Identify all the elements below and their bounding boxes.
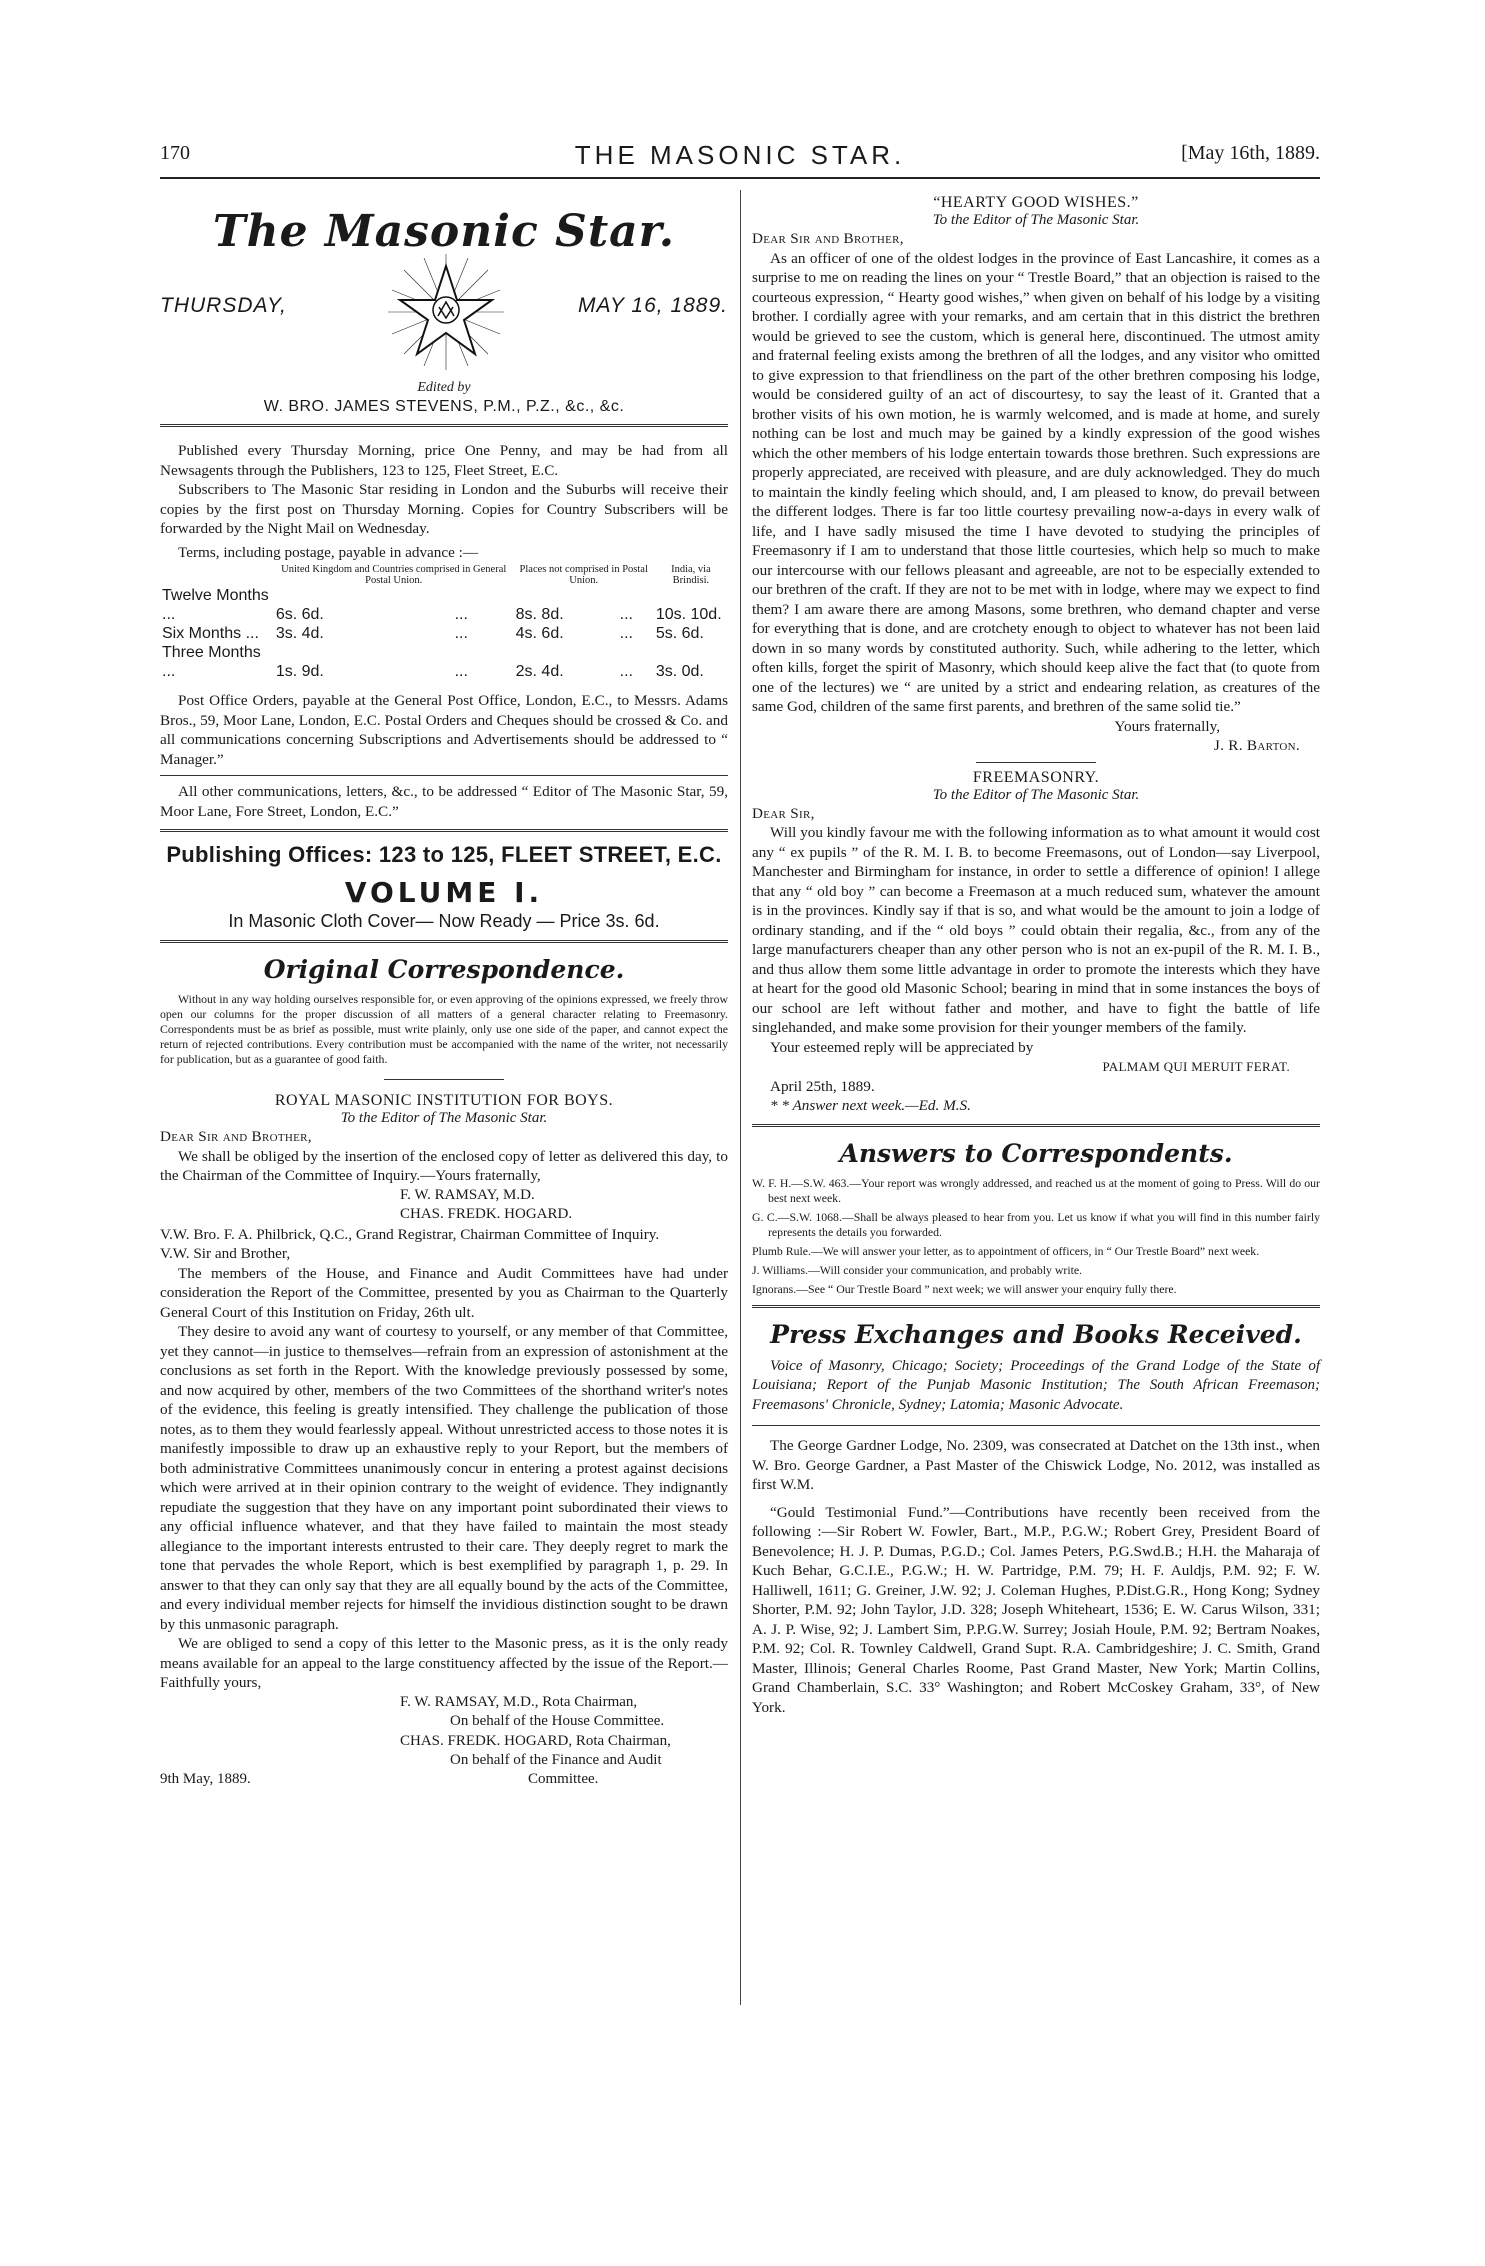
correspondence-disclaimer: Without in any way holding ourselves responsible for, or even approving of the opinions expressed, we freely throw open our columns for the proper discussion of all matters of a general character relating to Freemasonry. Correspondents must be as brief as possible, must write plainly, only use one side of the paper, and cannot expect the return of rejected contributions. Every contribution must be accompanied with the name of the writer, not necessarily for publication, but as a guarantee of good faith. — [160, 992, 728, 1066]
freemasonry-signature: PALMAM QUI MERUIT FERAT. — [1102, 1059, 1290, 1074]
edited-by: Edited by — [417, 380, 471, 395]
royal-closing-date: 9th May, 1889. — [160, 1770, 251, 1787]
terms-cell: Twelve Months ... — [162, 587, 269, 623]
royal-paragraph: The members of the House, and Finance and Audit Committees have had under consideration the Report of the Committee, presented by you as Chairman to the Quarterly General Court of this Institution on Friday, 26th ult. — [160, 1264, 728, 1321]
freemasonry-heading: FREEMASONRY. — [972, 768, 1100, 786]
terms-cell: 8s. 8d. — [515, 606, 564, 623]
short-rule — [384, 1079, 504, 1080]
terms-row — [160, 586, 728, 624]
masthead — [160, 190, 728, 380]
royal-closing: Committee. — [528, 1770, 599, 1787]
section-rule — [752, 1305, 1320, 1308]
answer-item: G. C.—S.W. 1068.—Shall be always pleased to hear from you. Let us know if what you will find in this number fairly represents the details you forwarded. — [752, 1209, 1320, 1239]
terms-cell: ... — [454, 606, 468, 623]
terms-cell: ... — [619, 663, 633, 680]
masthead-date: MAY 16, 1889. — [578, 294, 728, 317]
short-rule — [976, 762, 1096, 763]
masthead-rule — [160, 424, 728, 427]
masthead-day: THURSDAY, — [160, 294, 287, 317]
terms-cell: 4s. 6d. — [515, 625, 564, 642]
masthead-title: The Masonic Star. — [212, 206, 676, 257]
editor-name: W. BRO. JAMES STEVENS, P.M., P.Z., &c., &c. — [263, 398, 625, 415]
royal-salutation: Dear Sir and Brother, — [160, 1128, 312, 1145]
issue-date: [May 16th, 1889. — [1181, 142, 1320, 164]
press-heading: Press Exchanges and Books Received. — [770, 1319, 1302, 1349]
answer-item: Ignorans.—See “ Our Trestle Board ” next week; we will answer your enquiry fully there. — [752, 1281, 1177, 1296]
answer-item: J. Williams.—Will consider your communication, and probably write. — [752, 1262, 1083, 1277]
terms-intro: Terms, including postage, payable in advance :— — [178, 543, 479, 561]
freemasonry-body: Will you kindly favour me with the following information as to what amount it would cost any “ ex pupils ” of the R. M. I. B. to become Freemasons, out of London—say Liverpool, Manchester and Birmingham for instance, in order to settle a difference of opinion! I allege that any “ old boy ” can become a Freemason at a much reduced sum, whatever the amount is in the provinces. Kindly say if that is so, and what would be the amount to join a lodge of ordinary standing, and if the “ old boys ” could obtain their regalia, &c., from any of the large manufacturers cheaper than any other person who is not an ex-pupil of the R. M. I. B., and thus allow them some little advantage in order to promote the interests which they have at heart for the good old Masonic School; bearing in mind that in some instances the boys of our school are left without father and mother, and have to fight the battle of life singlehanded, and make some provision for their younger members of the family. — [752, 824, 1320, 1036]
freemasonry-salutation: Dear Sir, — [752, 804, 815, 822]
terms-header-cell: Places not comprised in Postal Union. — [519, 564, 648, 586]
column-divider — [740, 190, 741, 2005]
header-rule — [160, 177, 1320, 179]
terms-cell: ... — [619, 625, 633, 642]
section-rule — [160, 829, 728, 832]
terms-cell: 6s. 6d. — [275, 606, 324, 623]
publication-title: THE MASONIC STAR. — [574, 140, 906, 170]
royal-paragraph: We are obliged to send a copy of this letter to the Masonic press, as it is the only ready means available for an appeal to the large constituency affected by the issue of the Report.—Faithfully yours, — [160, 1635, 728, 1691]
royal-to-editor: To the Editor of The Masonic Star. — [340, 1110, 548, 1126]
volume-notice: VOLUME I. — [344, 876, 544, 909]
right-column — [752, 190, 1320, 1717]
left-column — [160, 190, 728, 1791]
hearty-close: Yours fraternally, — [1114, 717, 1220, 735]
terms-row — [160, 643, 728, 681]
royal-masonic-heading: ROYAL MASONIC INSTITUTION FOR BOYS. — [274, 1092, 614, 1109]
original-correspondence-heading: Original Correspondence. — [263, 955, 625, 984]
hearty-to-editor: To the Editor of The Masonic Star. — [932, 212, 1140, 228]
royal-paragraph: They desire to avoid any want of courtesy to yourself, or any member of that Committee, yet they cannot—in justice to themselves—refrain from an expression of astonishment at the conclusions as set forth in the Report. With the knowledge previously possessed by some, and now acquired by other, members of the two Committees of the shorthand writer's notes of the evidence, this feeling is greatly intensified. They challenge the publication of those notes, as to them they would fearlessly appeal. Without unrestricted access to those notes it is manifestly impossible to draw up an exhaustive reply to your Report, but the members of both administrative Committees unanimously concur in entering a protest against decisions which were arrived at in their opinion contrary to the weight of evidence. They indignantly repudiate the suggestion that they have on any important point subordinated their views to any official influence whatever, and that they have failed to maintain the most steady allegiance to the important interests entrusted to their care. They deeply regret to mark the tone that pervades the whole Report, which is best exemplified by paragraph 1, p. 29. In answer to that they can only say that they are all equally bound by the acts of the Committee, and every individual member rejects for himself the invidious distinction sought to be drawn by this unmasonic paragraph. — [160, 1323, 728, 1633]
royal-closing: CHAS. FREDK. HOGARD, Rota Chairman, — [400, 1732, 671, 1749]
masonic-star-emblem-icon — [386, 252, 506, 372]
terms-cell: Six Months ... — [162, 625, 259, 642]
gould-fund-paragraph: “Gould Testimonial Fund.”—Contributions have recently been received from the following :—Sir Robert W. Fowler, Bart., M.P., P.G.W.; Robert Grey, President Board of Benevolence; H. J. P. Dumas, P.G.D.; Col. James Peters, P.G.Swd.B.; H.H. the Maharaja of Kuch Behar, G.C.I.E., P.G.W.; H. W. Partridge, P.M. 79; H. F. Auldjs, P.M. 92; F. W. Halliwell, 1611; G. Greiner, J.W. 92; J. Coleman Hughes, P.Dist.G.R., Hong Kong; Sydney Shorter, P.M. 92; John Taylor, J.D. 328; Joseph Whiteheart, 1536; E. W. Carus Wilson, 331; A. J. P. Wise, 92; J. Lambert Sim, P.P.G.W. Surrey; Josiah Houle, P.M. 92; Bertram Noakes, P.M. 92; Col. R. Townley Caldwell, Grand Supt. R.A. Cambridgeshire; J. C. Smith, Grand Master, Illinois; General Charles Roome, Past Grand Master, New York; Martin Collins, Grand Chamberlain, S.C. 33° Washington; and Robert McCoskey Graham, 33°, of New York. — [752, 1503, 1320, 1716]
press-rule — [752, 1425, 1320, 1426]
terms-cell: Three Months ... — [162, 644, 261, 680]
terms-cell: 3s. 4d. — [275, 625, 324, 642]
royal-closing: F. W. RAMSAY, M.D., Rota Chairman, — [400, 1693, 638, 1710]
publishing-offices: Publishing Offices: 123 to 125, FLEET STREET, E.C. — [166, 842, 722, 867]
terms-header-row — [160, 564, 728, 586]
terms-cell: 3s. 0d. — [655, 663, 704, 680]
royal-closing: On behalf of the House Committee. — [450, 1713, 665, 1729]
terms-header-cell — [160, 564, 274, 586]
freemasonry-to-editor: To the Editor of The Masonic Star. — [932, 786, 1140, 803]
terms-header-cell: United Kingdom and Countries comprised in General Postal Union. — [281, 564, 507, 586]
lodge-consecration-paragraph: The George Gardner Lodge, No. 2309, was consecrated at Datchet on the 13th inst., when W. Bro. George Gardner, a Past Master of the Chiswick Lodge, No. 2012, was installed as first W.M. — [752, 1437, 1320, 1493]
answer-item: W. F. H.—S.W. 463.—Your report was wrongly addressed, and reached us at the moment of going to Press. Will do our best next week. — [752, 1175, 1320, 1205]
section-rule — [752, 1124, 1320, 1127]
terms-cell: 2s. 4d. — [515, 663, 564, 680]
royal-signature: CHAS. FREDK. HOGARD. — [400, 1206, 573, 1222]
terms-cell: ... — [454, 625, 468, 642]
terms-cell: 1s. 9d. — [275, 663, 324, 680]
royal-closing: On behalf of the Finance and Audit — [450, 1752, 662, 1768]
royal-signature: F. W. RAMSAY, M.D. — [400, 1186, 535, 1203]
hearty-salutation: Dear Sir and Brother, — [752, 230, 904, 247]
subscriber-notice: Subscribers to The Masonic Star residing in London and the Suburbs will receive their copies by the first post on Thursday Morning. Copies for Country Subscribers will be forwarded by the Night Mail on Wednesday. — [160, 481, 728, 537]
terms-cell: ... — [619, 606, 633, 623]
freemasonry-close: Your esteemed reply will be appreciated by — [770, 1038, 1034, 1056]
hearty-heading: “HEARTY GOOD WISHES.” — [933, 194, 1139, 211]
notice-rule — [160, 775, 728, 776]
cloth-cover-notice: In Masonic Cloth Cover— Now Ready — Price 3s. 6d. — [228, 911, 660, 931]
terms-cell: 5s. 6d. — [655, 625, 704, 642]
section-rule — [160, 940, 728, 943]
subscription-terms-table — [160, 564, 728, 681]
page-number: 170 — [160, 142, 190, 164]
publication-notice: Published every Thursday Morning, price One Penny, and may be had from all Newsagents through the Publishers, 123 to 125, Fleet Street, E.C. — [160, 442, 728, 479]
answer-item: Plumb Rule.—We will answer your letter, as to appointment of officers, in “ Our Trestle Board” next week. — [752, 1243, 1260, 1258]
terms-row — [160, 624, 728, 643]
hearty-body: As an officer of one of the oldest lodges in the province of East Lancashire, it comes as a surprise to me on reading the lines on your “ Trestle Board,” that an objection is raised to the courteous expression, “ Hearty good wishes,” when given on behalf of his lodge by a visiting brother. I cordially agree with your remarks, and am certain that in this district the brethren would be grieved to see the custom, which is general here, discontinued. The utmost amity and fraternal feeling exists among the brethren of all the lodges, and any visitor who omitted to give expression to that friendliness on the part of the other brethren composing his lodge, would be considered guilty of an act of discourtesy, to say the least of it. Granted that a brother visits of his own motion, he is warmly welcomed, and is made at home, and surely nothing can be lost and much may be gained by a kindly expression of the good wishes which the other members of his lodge entertain towards those brethren. Such expressions are properly appreciated, are received with pleasure, and are duly acknowledged. They do much to maintain the kindly feeling which should, and, I am pleased to know, do prevail between the different lodges. There is far too little courtesy prevailing now-a-days in every walk of life, and I have sadly misused the time I have devoted to studying the principles of Freemasonry if I am to understand that those little courtesies, which help so much to make our intercourse with our fellows pleasant and agreeable, are not to be especially extended to our brethren of the craft. If they are not to be met with in lodge, where may we expect to find them? I am aware there are among Masons, some brethren, who demand chapter and verse for everything that is done, and are crotchety enough to object to whatever has not been laid down in so many words by constituted authority. Such, while adhering to the letter, which often kills, forget the spirit of Masonry, which should keep alive the fact that (to quote from one of the lectures) we “ are united by a strict and endearing relation, as creatures of the same God, children of the same first parents, and brethren of the same solid tie.” — [752, 249, 1320, 715]
answers-heading: Answers to Correspondents. — [839, 1138, 1233, 1168]
editor-address-notice: All other communications, letters, &c., to be addressed “ Editor of The Masonic Star, 59, Moor Lane, Fore Street, London, E.C.” — [160, 783, 728, 820]
royal-salutation: V.W. Sir and Brother, — [160, 1245, 291, 1262]
running-head — [160, 140, 1320, 170]
royal-paragraph: We shall be obliged by the insertion of the enclosed copy of letter as delivered this day, to the Chairman of the Committee of Inquiry.—Yours fraternally, — [160, 1147, 728, 1184]
freemasonry-date: April 25th, 1889. — [770, 1077, 875, 1095]
editor-note: * * Answer next week.—Ed. M.S. — [770, 1097, 971, 1114]
royal-closing-line — [160, 1771, 728, 1791]
terms-cell: 10s. 10d. — [655, 606, 722, 623]
royal-addressee: V.W. Bro. F. A. Philbrick, Q.C., Grand Registrar, Chairman Committee of Inquiry. — [160, 1225, 660, 1243]
terms-cell: ... — [454, 663, 468, 680]
terms-header-cell: India, via Brindisi. — [671, 564, 711, 586]
press-list: Voice of Masonry, Chicago; Society; Proceedings of the Grand Lodge of the State of Louisiana; Report of the Punjab Masonic Institution; The South African Freemason; Freemasons' Chronicle, Sydney; Latomia; Masonic Advocate. — [752, 1357, 1320, 1413]
hearty-signature: J. R. Barton. — [1213, 737, 1300, 754]
payment-notice: Post Office Orders, payable at the General Post Office, London, E.C., to Messrs. Adams Bros., 59, Moor Lane, London, E.C. Postal Orders and Cheques should be crossed & Co. and all communications concerning Subscriptions and Advertisements should be addressed to “ Manager.” — [160, 692, 728, 768]
